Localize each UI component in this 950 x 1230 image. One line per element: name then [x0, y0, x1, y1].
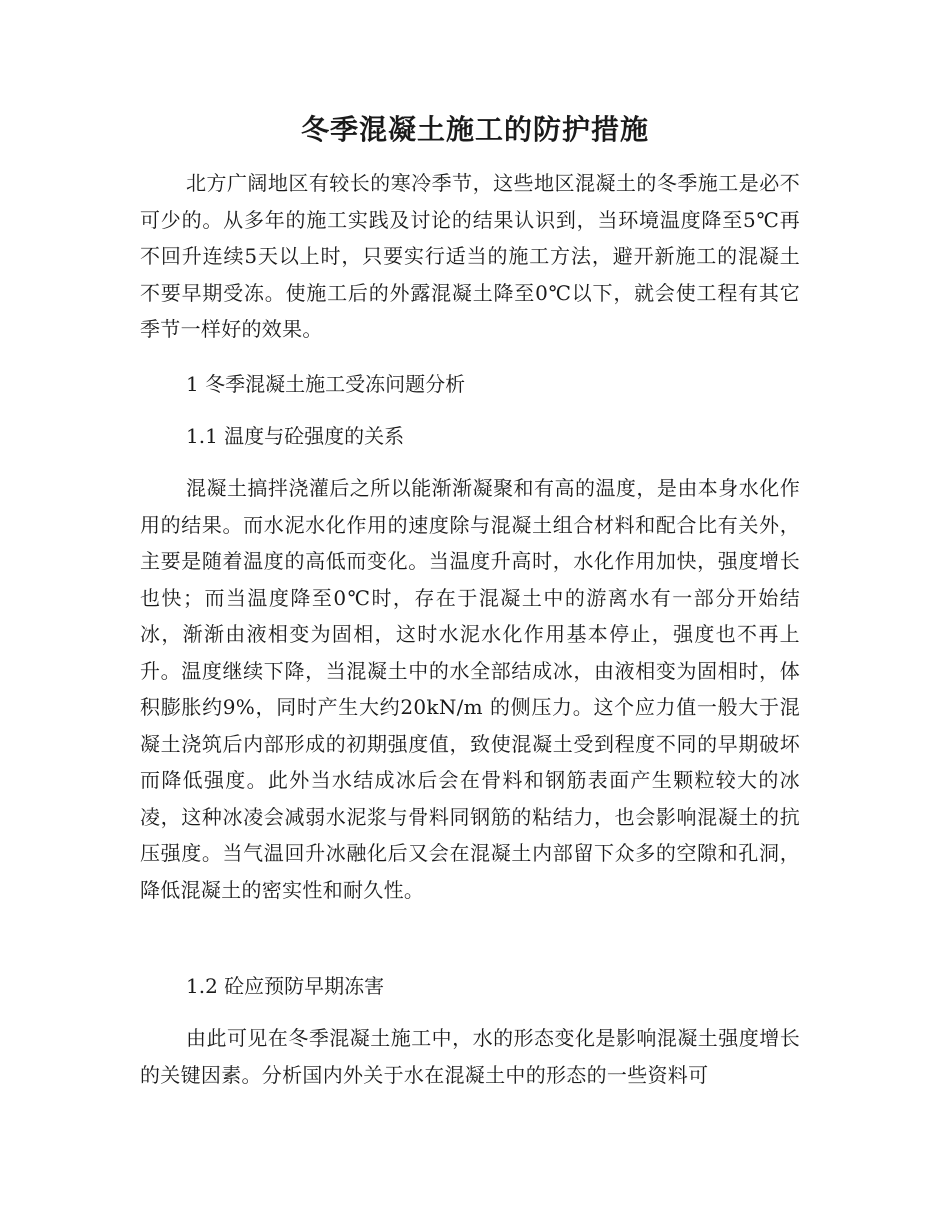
intro-paragraph: 北方广阔地区有较长的寒冷季节，这些地区混凝土的冬季施工是必不可少的。从多年的施工实践及讨论的结果认识到，当环境温度降至5℃再不回升连续5天以上时，只要实行适当的施工方法，避开新施工的混凝土不要早期受冻。使施工后的外露混凝土降至0℃以下，就会使工程有其它季节一样好的效果。 — [140, 171, 800, 341]
section-1-1-paragraph: 混凝土搞拌浇灌后之所以能渐渐凝聚和有高的温度，是由本身水化作用的结果。而水泥水化作用的速度除与混凝土组合材料和配合比有关外，主要是随着温度的高低而变化。当温度升高时，水化作用加快，强度增长也快；而当温度降至0℃时，存在于混凝土中的游离水有一部分开始结冰，渐渐由液相变为固相，这时水泥水化作用基本停止，强度也不再上升。温度继续下降，当混凝土中的水全部结成冰，由液相变为固相时，体积膨胀约9%，同时产生大约20kN/m 的侧压力。这个应力值一般大于混凝土浇筑后内部形成的初期强度值，致使混凝土受到程度不同的早期破坏而降低强度。此外当水结成冰后会在骨料和钢筋表面产生颗粒较大的冰凌，这种冰凌会减弱水泥浆与骨料同钢筋的粘结力，也会影响混凝土的抗压强度。当气温回升冰融化后又会在混凝土内部留下众多的空隙和孔洞，降低混凝土的密实性和耐久性。 — [140, 476, 800, 902]
section-1-1-heading: 1.1 温度与砼强度的关系 — [186, 424, 405, 448]
section-1-2-paragraph: 由此可见在冬季混凝土施工中，水的形态变化是影响混凝土强度增长的关键因素。分析国内外关于水在混凝土中的形态的一些资料可 — [140, 1026, 800, 1087]
section-1-heading: 1 冬季混凝土施工受冻问题分析 — [186, 372, 466, 396]
document-title: 冬季混凝土施工的防护措施 — [300, 113, 649, 146]
section-1-2-heading: 1.2 砼应预防早期冻害 — [186, 974, 385, 998]
